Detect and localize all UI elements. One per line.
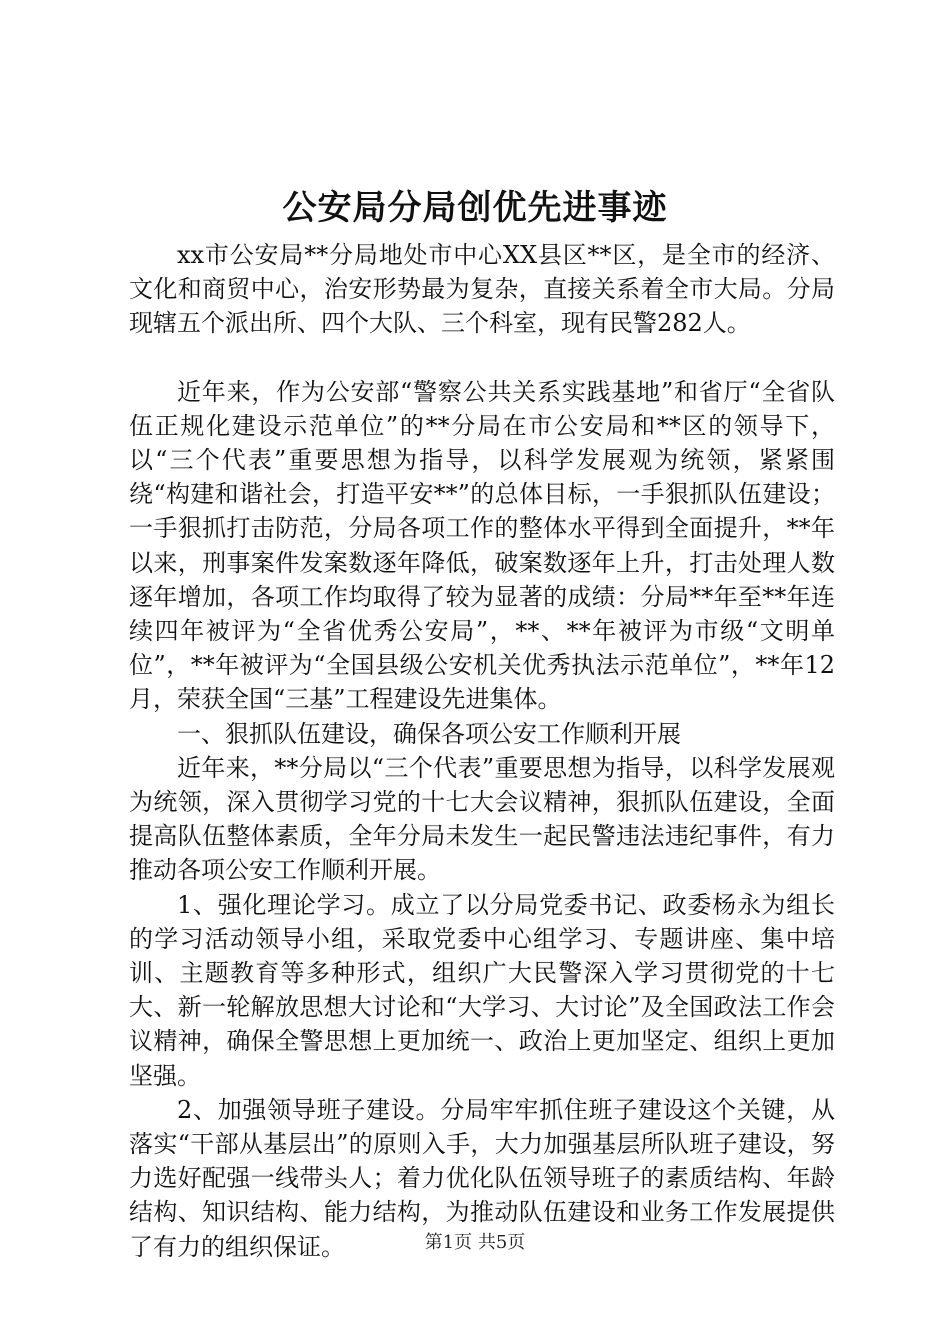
document-title: 公安局分局创优先进事迹 — [282, 188, 668, 228]
paragraph-overview: 近年来，作为公安部“警察公共关系实践基地”和省厅“全省队伍正规化建设示范单位”的**分局在市公安局和**区的领导下，以“三个代表”重要思想为指导，以科学发展观为统领，紧紧围绕“构建和谐社会，打造平安**”的总体目标，一手狠抓队伍建设；一手狠抓打击防范，分局各项工作的整体水平得到全面提升，**年以来，刑事案件发案数逐年降低，破案数逐年上升，打击处理人数逐年增加，各项工作均取得了较为显著的成绩：分局**年至**年连续四年被评为“全省优秀公安局”，**、**年被评为市级“文明单位”，**年被评为“全国县级公安机关优秀执法示范单位”，**年12月，荣获全国“三基”工程建设先进集体。 — [129, 377, 835, 714]
page-footer: 第1页 共5页 — [424, 1232, 526, 1253]
paragraph-item-2: 2、加强领导班子建设。分局牢牢抓住班子建设这个关键，从落实“干部从基层出”的原则入手，大力加强基层所队班子建设，努力选好配强一线带头人；着力优化队伍领导班子的素质结构、年龄结构、知识结构、能力结构，为推动队伍建设和业务工作发展提供了有力的组织保证。 — [129, 1095, 835, 1261]
paragraph-intro: xx市公安局**分局地处市中心XX县区**区，是全市的经济、文化和商贸中心，治安形势最为复杂，直接关系着全市大局。分局现辖五个派出所、四个大队、三个科室，现有民警282人。 — [129, 241, 835, 338]
paragraph-item-1: 1、强化理论学习。成立了以分局党委书记、政委杨永为组长的学习活动领导小组，采取党委中心组学习、专题讲座、集中培训、主题教育等多种形式，组织广大民警深入学习贯彻党的十七大、新一轮解放思想大讨论和“大学习、大讨论”及全国政法工作会议精神，确保全警思想上更加统一、政治上更加坚定、组织上更加坚强。 — [129, 890, 835, 1090]
document-body — [129, 238, 835, 1264]
paragraph-section-1: 近年来，**分局以“三个代表”重要思想为指导，以科学发展观为统领，深入贯彻学习党的十七大会议精神，狠抓队伍建设，全面提高队伍整体素质，全年分局未发生一起民警违法违纪事件，有力推动各项公安工作顺利开展。 — [129, 753, 835, 885]
section-heading-1: 一、狠抓队伍建设，确保各项公安工作顺利开展 — [177, 719, 681, 748]
